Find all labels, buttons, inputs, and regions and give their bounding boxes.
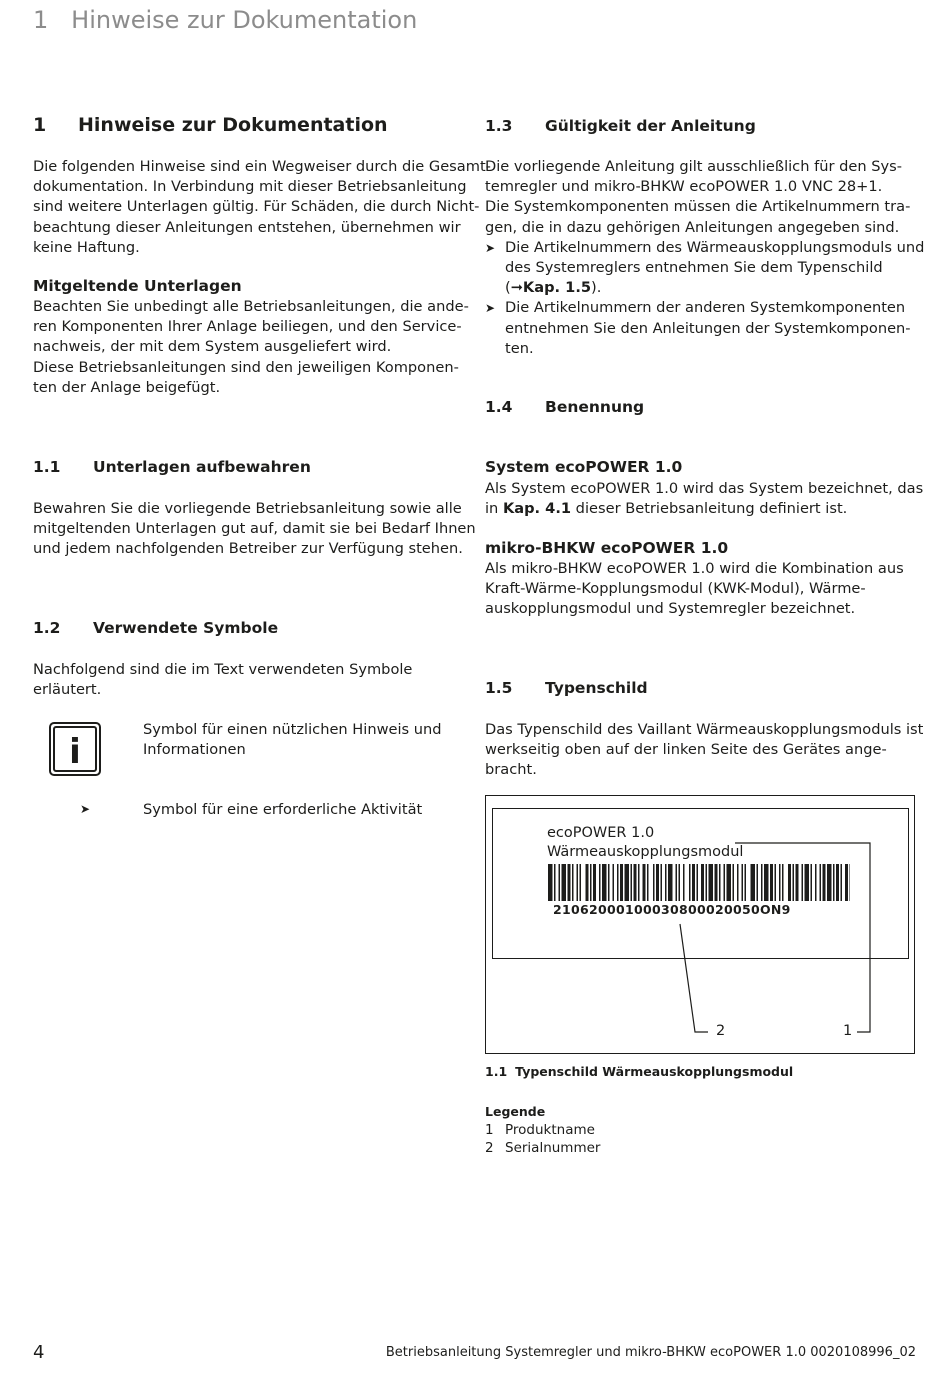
legend-title: Legende	[485, 1104, 546, 1119]
text-line: gen, die in dazu gehörigen Anleitungen angegeben sind.	[485, 218, 900, 236]
text-line: Symbol für einen nützlichen Hinweis und	[143, 721, 442, 738]
mitgeltende-title: Mitgeltende Unterlagen	[33, 277, 242, 295]
section-1-title: Hinweise zur Dokumentation	[78, 114, 388, 136]
arrow-bullet-icon: ➤	[485, 240, 496, 255]
section-1-3-title: Gültigkeit der Anleitung	[545, 117, 756, 135]
text-line	[485, 499, 923, 519]
text-line: Diese Betriebsanleitungen sind den jeweiligen Komponen-	[33, 358, 459, 376]
system-ecopower-body	[485, 479, 923, 519]
section-1-3-number: 1.3	[485, 117, 513, 135]
info-icon-glyph: i	[69, 732, 81, 772]
mikro-bhkw-body	[485, 559, 904, 620]
callout-1: 1	[843, 1023, 853, 1039]
text-line: des Systemreglers entnehmen Sie dem Typenschild	[505, 259, 883, 277]
text-run: in	[485, 500, 503, 518]
plate-serial-number: 21062000100030800020050ON9	[553, 902, 791, 917]
text-line: bracht.	[485, 761, 537, 779]
info-symbol-description	[143, 720, 442, 760]
text-line: sind weitere Unterlagen gültig. Für Schäden, die durch Nicht-	[33, 198, 480, 216]
text-line: ten.	[505, 339, 534, 357]
mitgeltende-body	[33, 297, 469, 398]
arrow-bullet-icon: ➤	[485, 301, 496, 316]
section-1-5-body	[485, 720, 923, 781]
callout-2: 2	[716, 1023, 726, 1039]
arrow-bullet-icon: ➤	[80, 802, 91, 816]
text-line: Die Artikelnummern der anderen Systemkomponenten	[505, 299, 906, 317]
section-1-1-number: 1.1	[33, 458, 61, 476]
paren-close: ).	[591, 279, 602, 297]
text-line: und jedem nachfolgenden Betreiber zur Verfügung stehen.	[33, 540, 463, 558]
callout-lines	[485, 795, 915, 1054]
legend-text: Serialnummer	[505, 1140, 601, 1156]
text-line: Die vorliegende Anleitung gilt ausschließlich für den Sys-	[485, 158, 903, 175]
figure-caption	[485, 1063, 793, 1081]
bullet-item	[485, 238, 924, 299]
caption-number: 1.1	[485, 1064, 508, 1079]
legend-number: 1	[485, 1122, 494, 1138]
legend-item	[485, 1139, 600, 1157]
text-line: Als System ecoPOWER 1.0 wird das System bezeichnet, das	[485, 480, 924, 497]
text-line: entnehmen Sie den Anleitungen der Systemkomponen-	[505, 319, 911, 337]
section-1-2-title: Verwendete Symbole	[93, 619, 279, 637]
page-number: 4	[33, 1342, 45, 1363]
text-line	[505, 278, 924, 298]
section-1-5-number: 1.5	[485, 679, 513, 697]
text-line: erläutert.	[33, 681, 102, 699]
legend-text: Produktname	[505, 1122, 595, 1138]
section-1-3-body	[485, 157, 924, 359]
text-line: Als mikro-BHKW ecoPOWER 1.0 wird die Kombination aus	[485, 560, 904, 577]
section-1-1-title: Unterlagen aufbewahren	[93, 458, 311, 476]
plate-module-name: Wärmeauskopplungsmodul	[547, 844, 744, 860]
text-line: beachtung dieser Anleitungen entstehen, übernehmen wir	[33, 218, 461, 236]
text-line: Beachten Sie unbedingt alle Betriebsanleitungen, die ande-	[33, 298, 469, 315]
running-head: 1 Hinweise zur Dokumentation	[33, 6, 418, 34]
text-line: Informationen	[143, 741, 246, 759]
footer-document-title: Betriebsanleitung Systemregler und mikro-BHKW ecoPOWER 1.0 0020108996_02	[385, 1345, 916, 1360]
legend-number: 2	[485, 1140, 494, 1156]
section-1-5-title: Typenschild	[545, 679, 648, 697]
mikro-bhkw-title: mikro-BHKW ecoPOWER 1.0	[485, 539, 729, 557]
text-line: ren Komponenten Ihrer Anlage beiliegen, und den Service-	[33, 318, 462, 336]
section-1-1-body	[33, 499, 476, 560]
text-line: keine Haftung.	[33, 238, 140, 256]
section-1-2-number: 1.2	[33, 619, 61, 637]
text-line: Die folgenden Hinweise sind ein Wegweiser durch die Gesamt-	[33, 158, 491, 175]
legend-list	[485, 1121, 600, 1157]
section-1-2-body	[33, 660, 412, 700]
text-line: Bewahren Sie die vorliegende Betriebsanleitung sowie alle	[33, 500, 462, 517]
text-line: Die Artikelnummern des Wärmeauskopplungsmoduls und	[505, 238, 925, 256]
section-1-number: 1	[33, 114, 47, 136]
text-run: dieser Betriebsanleitung definiert ist.	[571, 500, 848, 518]
chapter-reference-link[interactable]: Kap. 4.1	[502, 500, 572, 518]
arrow-symbol-description: Symbol für eine erforderliche Aktivität	[143, 801, 423, 818]
text-line: ten der Anlage beigefügt.	[33, 378, 221, 396]
caption-text: Typenschild Wärmeauskopplungsmodul	[515, 1064, 794, 1079]
text-line: mitgeltenden Unterlagen gut auf, damit sie bei Bedarf Ihnen	[33, 520, 476, 538]
text-line: Nachfolgend sind die im Text verwendeten Symbole	[33, 661, 413, 678]
text-line: auskopplungsmodul und Systemregler bezeichnet.	[485, 600, 856, 618]
system-ecopower-title: System ecoPOWER 1.0	[485, 458, 683, 476]
legend-item	[485, 1121, 600, 1139]
text-line: Das Typenschild des Vaillant Wärmeauskopplungsmoduls ist	[485, 721, 924, 738]
text-line: Kraft-Wärme-Kopplungsmodul (KWK-Modul), Wärme-	[485, 580, 866, 598]
section-1-body	[33, 157, 491, 258]
section-1-4-title: Benennung	[545, 398, 645, 416]
paren-open: (	[505, 279, 511, 297]
text-line: werkseitig oben auf der linken Seite des Gerätes ange-	[485, 741, 887, 759]
info-icon	[49, 722, 101, 776]
plate-product-name: ecoPOWER 1.0	[547, 825, 655, 841]
text-line: temregler und mikro-BHKW ecoPOWER 1.0 VNC 28+1.	[485, 178, 883, 196]
cross-reference-link[interactable]: ➞Kap. 1.5	[510, 279, 592, 297]
text-line: nachweis, der mit dem System ausgeliefert wird.	[33, 338, 392, 356]
text-line: Die Systemkomponenten müssen die Artikelnummern tra-	[485, 198, 911, 216]
section-1-4-number: 1.4	[485, 398, 513, 416]
bullet-item	[485, 298, 924, 359]
text-line: dokumentation. In Verbindung mit dieser Betriebsanleitung	[33, 178, 467, 196]
